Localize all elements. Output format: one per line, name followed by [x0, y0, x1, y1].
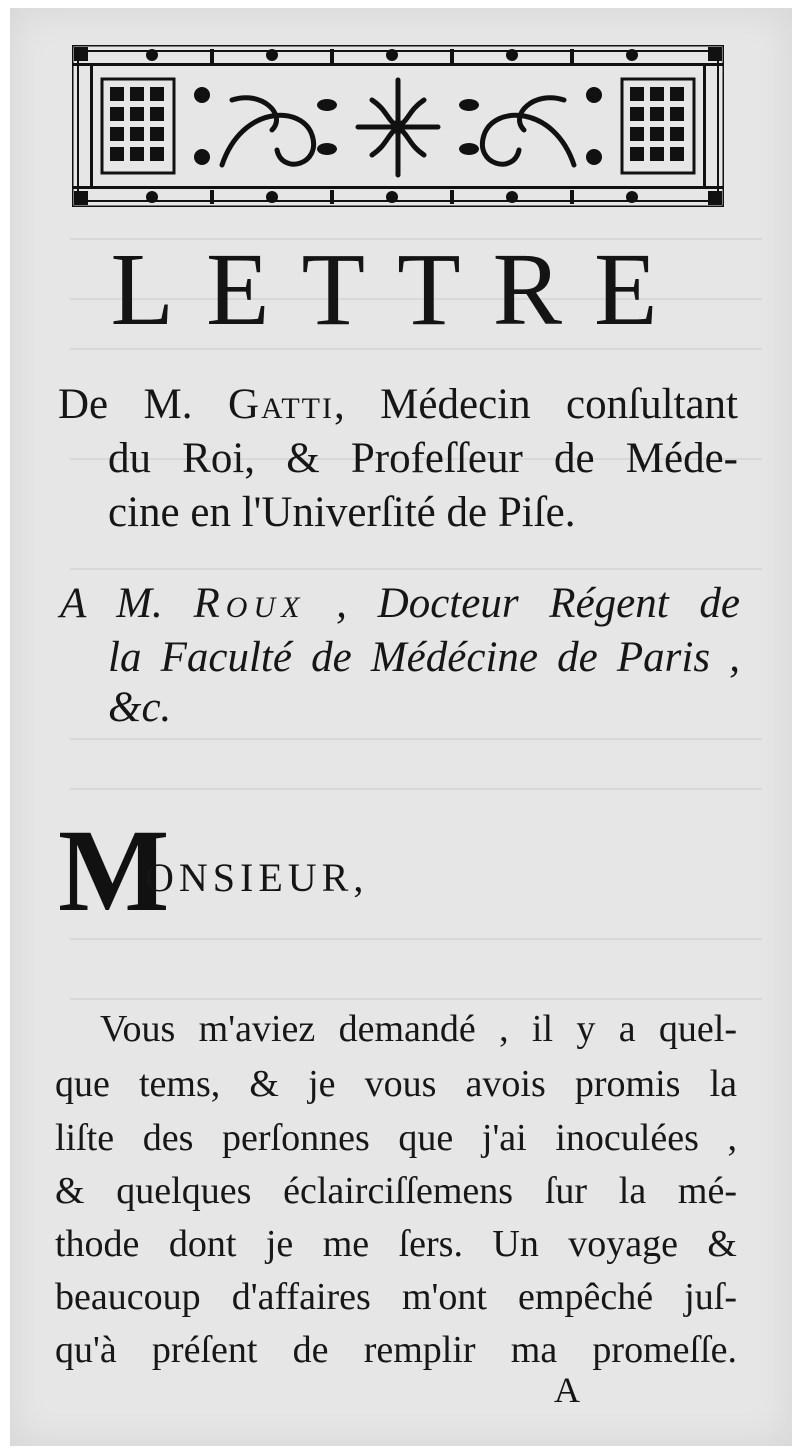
signature-mark: A	[554, 1370, 580, 1410]
body-line-2: que tems, & je vous avois promis la	[55, 1063, 737, 1105]
sender-name: Gatti	[227, 381, 335, 428]
sender-line-3: cine en l'Univerſité de Piſe.	[108, 489, 576, 536]
sender-line-2: du Roi, & Profeſſeur de Méde-	[108, 435, 738, 482]
sender-line-1	[58, 383, 738, 426]
addressee-prefix: A M.	[60, 580, 194, 627]
page-title: LETTRE	[110, 232, 690, 347]
body-line-4: & quelques éclairciſſemens ſur la mé-	[55, 1170, 737, 1212]
body-line-6: beaucoup d'affaires m'ont empêché juſ-	[55, 1276, 737, 1318]
body-line-3: liſte des perſonnes que j'ai inoculées ,	[55, 1117, 737, 1159]
headpiece-ornament	[72, 45, 724, 207]
body-line-5: thode dont je me ſers. Un voyage &	[55, 1223, 737, 1265]
salutation-text: ONSIEUR,	[145, 855, 369, 900]
addressee-line-3: &c.	[108, 684, 172, 731]
addressee-line-2: la Faculté de Médécine de Paris ,	[108, 634, 740, 681]
addressee-title: , Docteur Régent de	[305, 580, 741, 627]
sender-title: , Médecin conſultant	[334, 381, 738, 428]
salutation-dropcap: M	[58, 805, 170, 936]
addressee-line-1	[60, 582, 740, 625]
body-line-1: Vous m'aviez demandé , il y a quel-	[100, 1008, 737, 1050]
addressee-name: Roux	[193, 580, 306, 627]
sender-prefix: De M.	[58, 381, 228, 428]
body-line-7: qu'à préſent de remplir ma promeſſe.	[55, 1329, 737, 1371]
